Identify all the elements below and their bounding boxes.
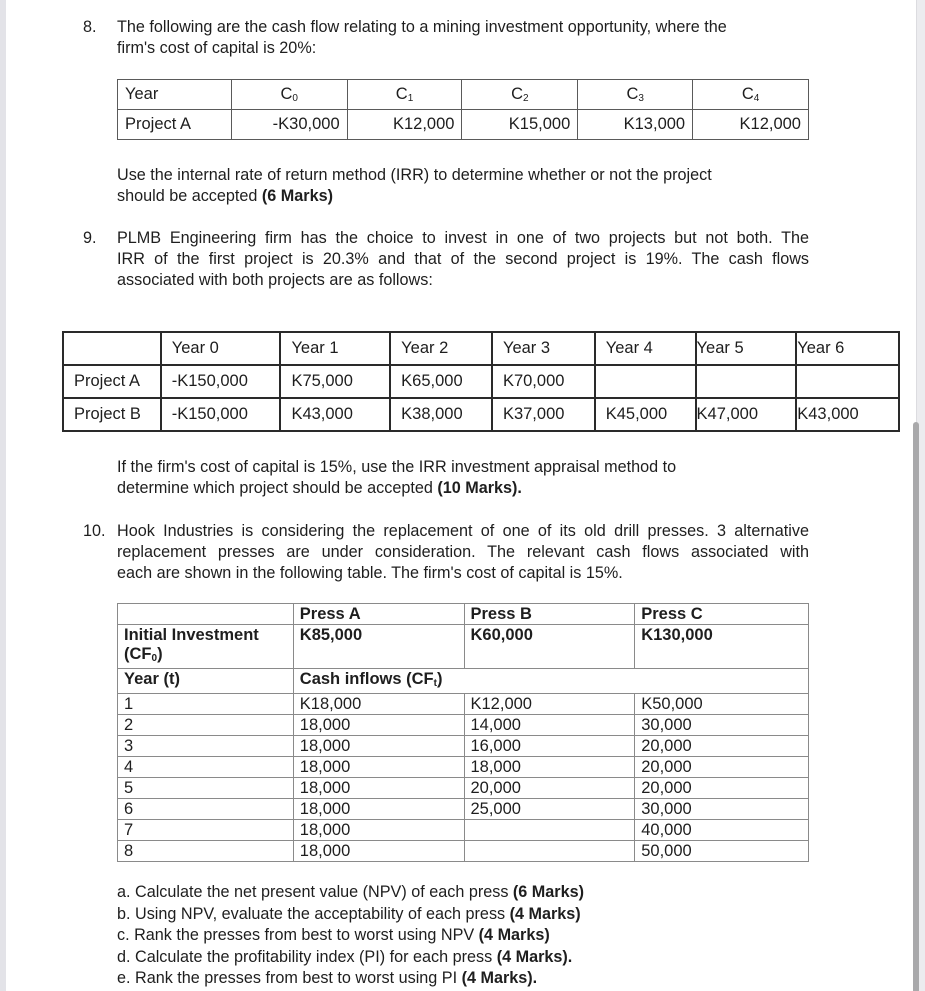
cell: -K30,000 (231, 110, 347, 140)
marks-label: (4 Marks). (496, 947, 573, 966)
header-cell: $C_4$ (693, 80, 809, 110)
cell: K50,000 (635, 694, 809, 715)
header-cell (63, 332, 161, 365)
cell: K37,000 (492, 398, 595, 431)
cash-inflows-label: Cash inflows $(CF_t)$ (293, 669, 464, 694)
cell: K85,000 (293, 625, 464, 669)
cell: K18,000 (293, 694, 464, 715)
marks-label: (4 Marks) (478, 926, 550, 944)
cell: K38,000 (390, 398, 492, 431)
table-row (118, 778, 809, 799)
cell: 18,000 (293, 778, 464, 799)
header-cell: $C_1$ (347, 80, 462, 110)
question-text-line: Hook Industries is considering the replacement of one of its old drill presses. 3 alternative (117, 522, 809, 540)
cell: K70,000 (492, 365, 595, 398)
instruction-line: Use the internal rate of return method (IRR) to determine whether or not the project (117, 166, 712, 184)
cell: 14,000 (464, 715, 635, 736)
cell: K65,000 (390, 365, 492, 398)
header-cell: Press B (464, 604, 635, 625)
cell: 18,000 (293, 757, 464, 778)
q10-subquestions (117, 882, 584, 990)
instruction-line: should be accepted (6 Marks) (117, 187, 333, 205)
initial-investment-row (118, 625, 809, 669)
cell (464, 820, 635, 841)
year-cell: 5 (118, 778, 294, 799)
cell: K13,000 (578, 110, 693, 140)
cell: K43,000 (796, 398, 899, 431)
q10-presses-table (117, 603, 809, 862)
question-text-line: each are shown in the following table. The firm's cost of capital is 15%. (117, 564, 623, 582)
table-row (118, 715, 809, 736)
subquestion-b: b. Using NPV, evaluate the acceptability of each press (4 Marks) (117, 904, 581, 923)
cell (464, 669, 635, 694)
cell: -K150,000 (161, 365, 281, 398)
cell: 18,000 (293, 799, 464, 820)
q9-projects-table (62, 331, 900, 432)
cell: K12,000 (693, 110, 809, 140)
table-row (118, 799, 809, 820)
header-cell: $C_3$ (578, 80, 693, 110)
table-header-row (118, 80, 809, 110)
cell: 30,000 (635, 715, 809, 736)
cell: 30,000 (635, 799, 809, 820)
table-row (63, 365, 899, 398)
cell: 18,000 (293, 736, 464, 757)
cell: 18,000 (293, 715, 464, 736)
cell: 18,000 (293, 820, 464, 841)
question-number: 10. (83, 522, 106, 540)
header-cell (118, 604, 294, 625)
cell: 40,000 (635, 820, 809, 841)
cell: K60,000 (464, 625, 635, 669)
question-text-line: IRR of the first project is 20.3% and that of the second project is 19%. The cash flows (117, 250, 809, 268)
year-cell: 7 (118, 820, 294, 841)
header-cell: Year 4 (595, 332, 696, 365)
table-row (118, 736, 809, 757)
cell: 25,000 (464, 799, 635, 820)
header-cell: Year 1 (280, 332, 390, 365)
header-cell: $C_0$ (231, 80, 347, 110)
marks-label: (4 Marks) (509, 904, 581, 923)
year-cell: 1 (118, 694, 294, 715)
header-cell: Year 0 (161, 332, 281, 365)
q9-instruction (117, 457, 817, 499)
marks-label: (6 Marks) (261, 187, 333, 205)
question-text-line: The following are the cash flow relating to a mining investment opportunity, where the (117, 18, 727, 36)
cell (595, 365, 696, 398)
header-cell: Year 6 (796, 332, 899, 365)
header-cell: Press C (635, 604, 809, 625)
cell: 16,000 (464, 736, 635, 757)
table-row (118, 820, 809, 841)
table-header-row (63, 332, 899, 365)
cell: K15,000 (462, 110, 578, 140)
row-label: Project A (63, 365, 161, 398)
cell (796, 365, 899, 398)
question-number: 9. (83, 229, 97, 247)
cell (635, 669, 809, 694)
table-row (118, 841, 809, 862)
subquestion-c: c. Rank the presses from best to worst using NPV (4 Marks) (117, 926, 550, 944)
cell: K45,000 (595, 398, 696, 431)
question-number: 8. (83, 18, 97, 36)
question-text (117, 521, 809, 584)
cell: 20,000 (635, 778, 809, 799)
header-cell: Press A (293, 604, 464, 625)
cell: 50,000 (635, 841, 809, 862)
header-cell: Year (118, 80, 232, 110)
cell: 20,000 (635, 757, 809, 778)
question-text-line: replacement presses are under consideration. The relevant cash flows associated with (117, 543, 809, 561)
header-cell: Year 5 (696, 332, 797, 365)
instruction-line: If the firm's cost of capital is 15%, use the IRR investment appraisal method to (117, 458, 677, 476)
row-label: Initial Investment $(CF_0)$ (118, 625, 294, 669)
cell: K43,000 (280, 398, 390, 431)
header-cell: $C_2$ (462, 80, 578, 110)
instruction-line: determine which project should be accepted (10 Marks). (117, 479, 522, 497)
cell: 18,000 (464, 757, 635, 778)
question-text (117, 17, 727, 59)
table-row (118, 110, 809, 140)
question-text (117, 228, 809, 291)
table-row (63, 398, 899, 431)
q8-instruction (117, 165, 817, 207)
cell: K12,000 (464, 694, 635, 715)
year-cell: 4 (118, 757, 294, 778)
marks-label: (10 Marks). (437, 479, 522, 497)
year-cell: 2 (118, 715, 294, 736)
table-header-row (118, 604, 809, 625)
table-row (118, 757, 809, 778)
marks-label: (6 Marks) (512, 883, 584, 901)
header-cell: Year 2 (390, 332, 492, 365)
year-cell: 6 (118, 799, 294, 820)
year-cell: 3 (118, 736, 294, 757)
subquestion-e: e. Rank the presses from best to worst using PI (4 Marks). (117, 969, 538, 987)
cell (696, 365, 797, 398)
cell: -K150,000 (161, 398, 281, 431)
cell: K47,000 (696, 398, 797, 431)
subheader-row (118, 669, 809, 694)
left-edge-strip (0, 0, 6, 991)
q8-cashflow-table (117, 79, 809, 140)
cell: K12,000 (347, 110, 462, 140)
cell: K75,000 (280, 365, 390, 398)
cell: 20,000 (635, 736, 809, 757)
question-text-line: PLMB Engineering firm has the choice to invest in one of two projects but not both. The (117, 229, 809, 247)
marks-label: (4 Marks). (461, 969, 538, 987)
question-text-line: associated with both projects are as follows: (117, 271, 433, 289)
subquestion-d: d. Calculate the profitability index (PI) for each press (4 Marks). (117, 947, 573, 966)
table-row (118, 694, 809, 715)
row-label: Project B (63, 398, 161, 431)
cell: 18,000 (293, 841, 464, 862)
year-label: Year (t) (118, 669, 294, 694)
cell: K130,000 (635, 625, 809, 669)
cell (464, 841, 635, 862)
question-text-line: firm's cost of capital is 20%: (117, 39, 317, 57)
scrollbar-thumb[interactable] (913, 422, 919, 991)
subquestion-a: a. Calculate the net present value (NPV) of each press (6 Marks) (117, 883, 584, 901)
cell: 20,000 (464, 778, 635, 799)
row-label: Project A (118, 110, 232, 140)
year-cell: 8 (118, 841, 294, 862)
header-cell: Year 3 (492, 332, 595, 365)
